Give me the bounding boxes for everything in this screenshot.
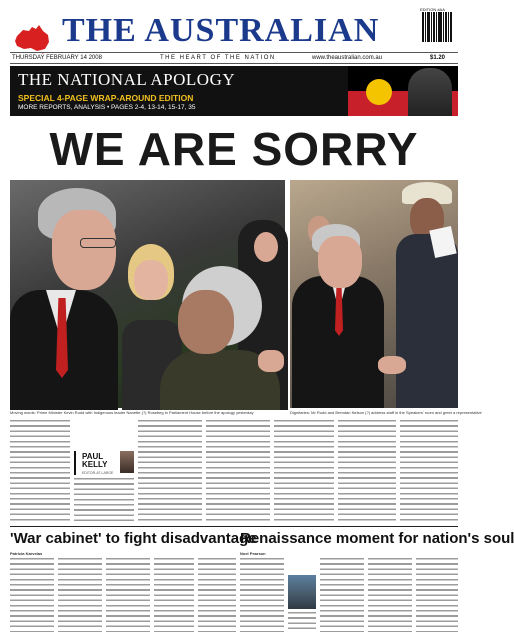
website-link[interactable]: www.theaustralian.com.au xyxy=(312,55,383,61)
edition-tag: EDITION #AA xyxy=(420,7,445,12)
columnist-box[interactable] xyxy=(74,451,114,475)
article-column xyxy=(58,558,102,632)
man-hand xyxy=(258,350,284,372)
story-byline: Patricia Karvelas xyxy=(10,551,43,556)
handshake-hands xyxy=(378,356,406,374)
banner-page-refs: MORE REPORTS, ANALYSIS • PAGES 2-4, 13-14, 15-17, 35 xyxy=(18,104,196,111)
article-column xyxy=(10,420,70,522)
banner-title: THE NATIONAL APOLOGY xyxy=(18,70,236,89)
article-column xyxy=(400,420,458,522)
paper-document xyxy=(429,226,456,258)
banner-subtitle: SPECIAL 4-PAGE WRAP-AROUND EDITION xyxy=(18,93,194,103)
dateline-bar xyxy=(10,52,458,64)
article-column xyxy=(288,612,316,632)
cover-price: $1.20 xyxy=(430,55,446,61)
story-byline: Noel Pearson xyxy=(240,551,266,556)
masthead-motto: THE HEART OF THE NATION xyxy=(160,55,276,61)
australia-map-icon xyxy=(12,22,52,54)
article-column xyxy=(240,558,284,632)
article-column xyxy=(274,420,334,522)
elder-face xyxy=(178,290,234,354)
article-column xyxy=(154,558,194,632)
masthead-title[interactable]: THE AUSTRALIAN xyxy=(62,12,380,49)
article-column xyxy=(10,558,54,632)
lead-photo[interactable] xyxy=(10,180,285,408)
columnist-name xyxy=(82,453,108,469)
article-column xyxy=(138,420,202,522)
barcode-icon xyxy=(422,12,452,42)
article-column xyxy=(416,558,458,632)
issue-date: THURSDAY FEBRUARY 14 2008 xyxy=(12,55,102,61)
woman-face xyxy=(134,260,168,300)
article-column xyxy=(338,420,396,522)
article-column xyxy=(74,478,134,522)
article-column xyxy=(106,558,150,632)
section-divider xyxy=(10,526,458,527)
photo-background-face xyxy=(254,232,278,262)
story-headline-renaissance[interactable]: Renaissance moment for nation's soul xyxy=(240,530,514,547)
man-face xyxy=(52,210,116,290)
article-column xyxy=(198,558,236,632)
secondary-photo[interactable] xyxy=(290,180,458,408)
article-column xyxy=(368,558,412,632)
banner-photo xyxy=(408,68,452,116)
hat-man-suit xyxy=(396,234,458,408)
columnist-first-name: PAUL xyxy=(82,452,104,461)
columnist-last-name: KELLY xyxy=(82,460,108,469)
main-headline[interactable]: WE ARE SORRY xyxy=(49,123,419,175)
flag-sun-icon xyxy=(366,79,392,105)
lead-photo-caption: Moving words: Prime Minister Kevin Rudd with Indigenous leader Nanette (?) Rosebeg in Parliament House before the apology yesterday xyxy=(10,410,254,415)
article-column xyxy=(320,558,364,632)
noel-pearson-photo xyxy=(288,575,316,609)
masthead xyxy=(10,8,458,52)
secondary-photo-caption: Dignitaries: Mr Rudd and Brendan Nelson (?) address staff in the Speakers' room and greet a representative xyxy=(290,410,482,415)
columnist-role: EDITOR-AT-LARGE xyxy=(82,471,114,475)
apology-banner[interactable] xyxy=(10,66,458,116)
article-column xyxy=(206,420,270,522)
columnist-photo xyxy=(120,451,134,473)
right-man-face xyxy=(318,236,362,288)
glasses-icon xyxy=(80,238,116,248)
story-headline-war-cabinet[interactable]: 'War cabinet' to fight disadvantage xyxy=(10,530,257,547)
